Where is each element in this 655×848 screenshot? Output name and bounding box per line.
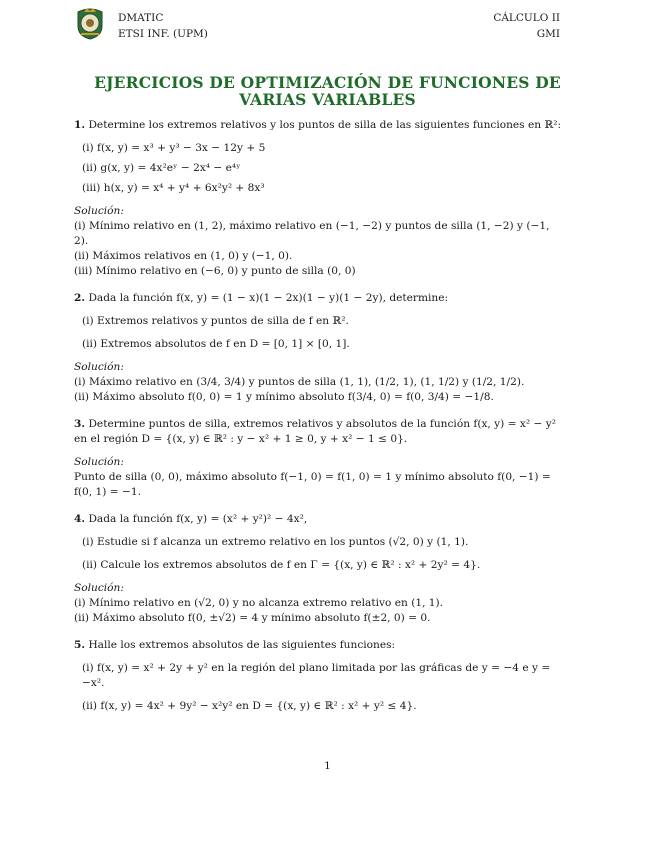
university-seal-logo — [74, 6, 106, 40]
exercise-4 — [74, 512, 564, 626]
header-left — [118, 10, 208, 42]
exercise-statement: Dada la función f(x, y) = (1 − x)(1 − 2x)(1 − y)(1 − 2y), determine: — [88, 292, 449, 304]
exercise-item: (ii) g(x, y) = 4x²eʸ − 2x⁴ − e⁴ʸ — [82, 162, 241, 174]
solution-line: (ii) Máximos relativos en (1, 0) y (−1, 0). — [74, 250, 293, 262]
header-degree: GMI — [536, 28, 560, 40]
exercise-item: (ii) Calcule los extremos absolutos de f en Γ = {(x, y) ∈ ℝ² : x² + 2y² = 4}. — [82, 559, 481, 571]
exercise-1 — [74, 118, 564, 279]
exercise-list — [74, 118, 564, 714]
solution-line: (ii) Máximo absoluto f(0, 0) = 1 y mínimo absoluto f(3/4, 0) = f(0, 3/4) = −1/8. — [74, 391, 494, 403]
solution-line: (ii) Máximo absoluto f(0, ±√2) = 4 y mínimo absoluto f(±2, 0) = 0. — [74, 612, 431, 624]
solution-line: (i) Mínimo relativo en (√2, 0) y no alcanza extremo relativo en (1, 1). — [74, 597, 444, 609]
document-title: EJERCICIOS DE OPTIMIZACIÓN DE FUNCIONES DE VARIAS VARIABLES — [94, 73, 561, 109]
exercise-3 — [74, 417, 564, 500]
header-department: DMATIC — [118, 12, 164, 24]
exercise-number: 3. — [74, 418, 86, 430]
exercise-number: 2. — [74, 292, 86, 304]
exercise-item: (i) Extremos relativos y puntos de silla de f en ℝ². — [82, 315, 349, 327]
exercise-statement: Determine puntos de silla, extremos relativos y absolutos de la función f(x, y) = x² − y² en el región D = {(x, y) ∈ ℝ² : y − x² + 1 ≥ 0, y + x² − 1 ≤ 0}. — [74, 418, 556, 445]
solution-line: (i) Máximo relativo en (3/4, 3/4) y puntos de silla (1, 1), (1/2, 1), (1, 1/2) y (1/2, 1/2). — [74, 376, 525, 388]
solution-label: Solución: — [74, 205, 124, 217]
exercise-statement: Dada la función f(x, y) = (x² + y²)² − 4x², — [88, 513, 308, 525]
exercise-2 — [74, 291, 564, 405]
exercise-item: (i) Estudie si f alcanza un extremo relativo en los puntos (√2, 0) y (1, 1). — [82, 536, 469, 548]
solution-line: Punto de silla (0, 0), máximo absoluto f(−1, 0) = f(1, 0) = 1 y mínimo absoluto f(0, −1) = f(0, 1) = −1. — [74, 471, 551, 498]
solution-label: Solución: — [74, 582, 124, 594]
exercise-statement: Halle los extremos absolutos de las siguientes funciones: — [88, 639, 396, 651]
exercise-item: (ii) Extremos absolutos de f en D = [0, 1] × [0, 1]. — [82, 338, 350, 350]
header-right — [493, 10, 560, 42]
solution-label: Solución: — [74, 456, 124, 468]
page-number: 1 — [324, 760, 331, 772]
exercise-statement: Determine los extremos relativos y los puntos de silla de las siguientes funciones en ℝ²: — [88, 119, 562, 131]
solution-line: (iii) Mínimo relativo en (−6, 0) y punto de silla (0, 0) — [74, 265, 356, 277]
exercise-number: 4. — [74, 513, 86, 525]
solution-label: Solución: — [74, 361, 124, 373]
exercise-number: 1. — [74, 119, 86, 131]
exercise-item: (iii) h(x, y) = x⁴ + y⁴ + 6x²y² + 8x³ — [82, 182, 265, 194]
exercise-5 — [74, 638, 564, 714]
exercise-number: 5. — [74, 639, 86, 651]
solution-line: (i) Mínimo relativo en (1, 2), máximo relativo en (−1, −2) y puntos de silla (1, −2) y (−1, 2). — [74, 220, 550, 247]
exercise-item: (ii) f(x, y) = 4x² + 9y² − x²y² en D = {(x, y) ∈ ℝ² : x² + y² ≤ 4}. — [82, 700, 417, 712]
exercise-item: (i) f(x, y) = x³ + y³ − 3x − 12y + 5 — [82, 142, 266, 154]
exercise-item: (i) f(x, y) = x² + 2y + y² en la región del plano limitada por las gráficas de y = −4 e y = −x². — [82, 662, 551, 689]
header-school: ETSI INF. (UPM) — [118, 28, 208, 40]
header-course: CÁLCULO II — [493, 12, 560, 24]
